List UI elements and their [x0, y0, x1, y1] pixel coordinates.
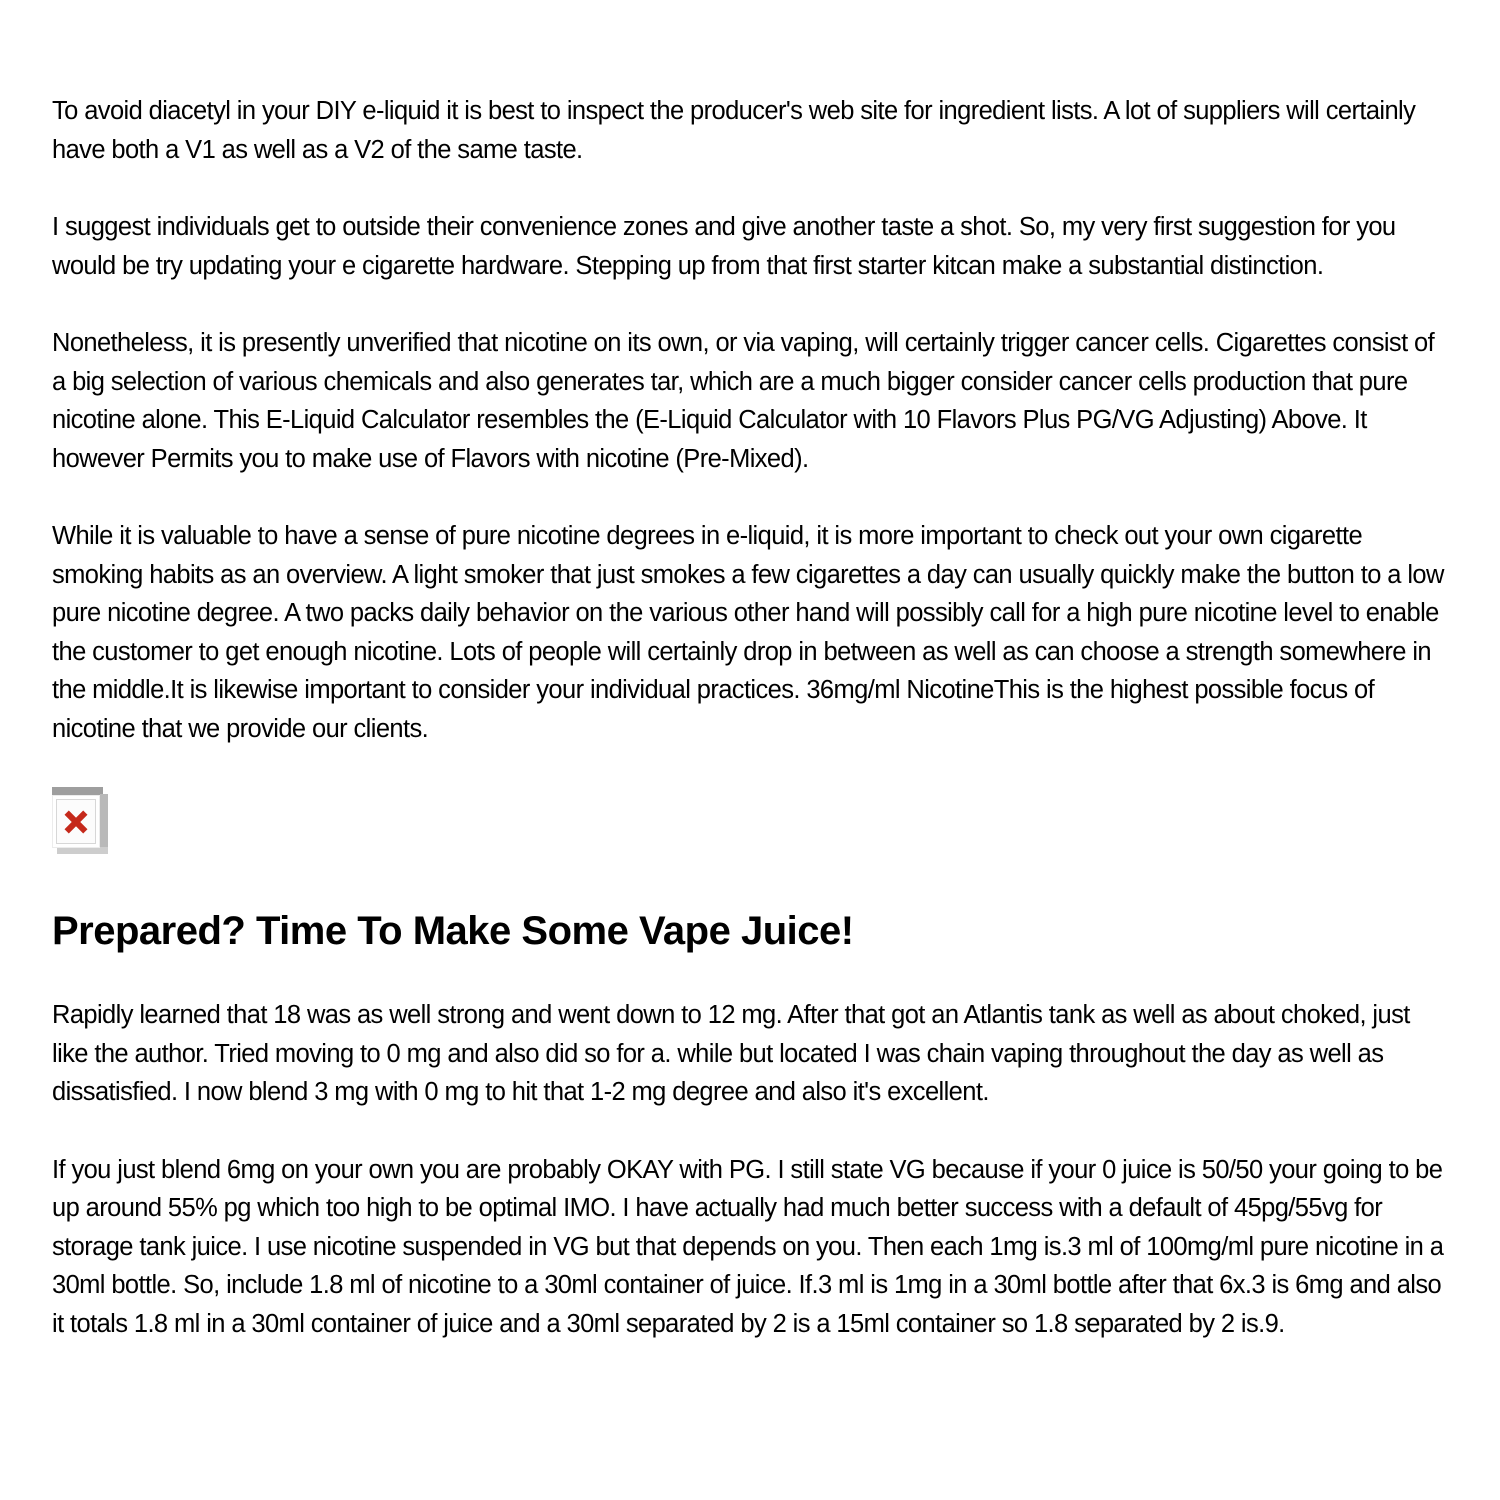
article-body [52, 92, 1448, 1382]
paragraph-avoid-diacetyl: To avoid diacetyl in your DIY e-liquid it is best to inspect the producer's web site for ingredient lists. A lot of suppliers will certainly have both a V1 as well as a V2 of the same taste. [52, 97, 1416, 164]
paragraph-nicotine-cancer: Nonetheless, it is presently unverified that nicotine on its own, or via vaping, will certainly trigger cancer cells. Cigarettes consist of a big selection of various chemicals and also generates tar, which are a much bigger consider cancer cells production that pure nicotine alone. This E-Liquid Calculator resembles the (E-Liquid Calculator with 10 Flavors Plus PG/VG Adjusting) Above. It however Permits you to make use of Flavors with nicotine (Pre-Mixed). [52, 329, 1435, 473]
broken-image-bottom-bar [57, 847, 108, 854]
broken-image-page [52, 795, 100, 848]
broken-image-icon [52, 787, 108, 857]
broken-image-top-bar [52, 787, 103, 795]
paragraph-strength-experience: Rapidly learned that 18 was as well strong and went down to 12 mg. After that got an Atlantis tank as well as about choked, just like the author. Tried moving to 0 mg and also did so for a. while but located I was chain vaping throughout the day as well as dissatisfied. I now blend 3 mg with 0 mg to hit that 1-2 mg degree and also it's excellent. [52, 1001, 1410, 1106]
broken-image-inner-box [56, 799, 96, 844]
paragraph-nicotine-levels: While it is valuable to have a sense of pure nicotine degrees in e-liquid, it is more important to check out your own cigarette smoking habits as an overview. A light smoker that just smokes a few cigarettes a day can usually quickly make the button to a low pure nicotine degree. A two packs daily behavior on the various other hand will possibly call for a high pure nicotine level to enable the customer to get enough nicotine. Lots of people will certainly drop in between as well as can choose a strength somewhere in the middle.It is likewise important to consider your individual practices. 36mg/ml NicotineThis is the highest possible focus of nicotine that we provide our clients. [52, 522, 1444, 743]
broken-image-right-bar [100, 794, 108, 851]
paragraph-mixing-ratios: If you just blend 6mg on your own you are probably OKAY with PG. I still state VG because if your 0 juice is 50/50 your going to be up around 55% pg which too high to be optimal IMO. I have actually had much better success with a default of 45pg/55vg for storage tank juice. I use nicotine suspended in VG but that depends on you. Then each 1mg is.3 ml of 100mg/ml pure nicotine in a 30ml bottle. So, include 1.8 ml of nicotine to a 30ml container of juice. If.3 ml is 1mg in a 30ml bottle after that 6x.3 is 6mg and also it totals 1.8 ml in a 30ml container of juice and a 30ml separated by 2 is a 15ml container so 1.8 separated by 2 is.9. [52, 1155, 1444, 1338]
broken-image-figure [52, 787, 1448, 857]
section-heading: Prepared? Time To Make Some Vape Juice! [52, 909, 854, 953]
paragraph-upgrade-suggestion: I suggest individuals get to outside their convenience zones and give another taste a shot. So, my very first suggestion for you would be try updating your e cigarette hardware. Stepping up from that first starter kitcan make a substantial distinction. [52, 213, 1396, 280]
red-x-icon [62, 808, 90, 836]
